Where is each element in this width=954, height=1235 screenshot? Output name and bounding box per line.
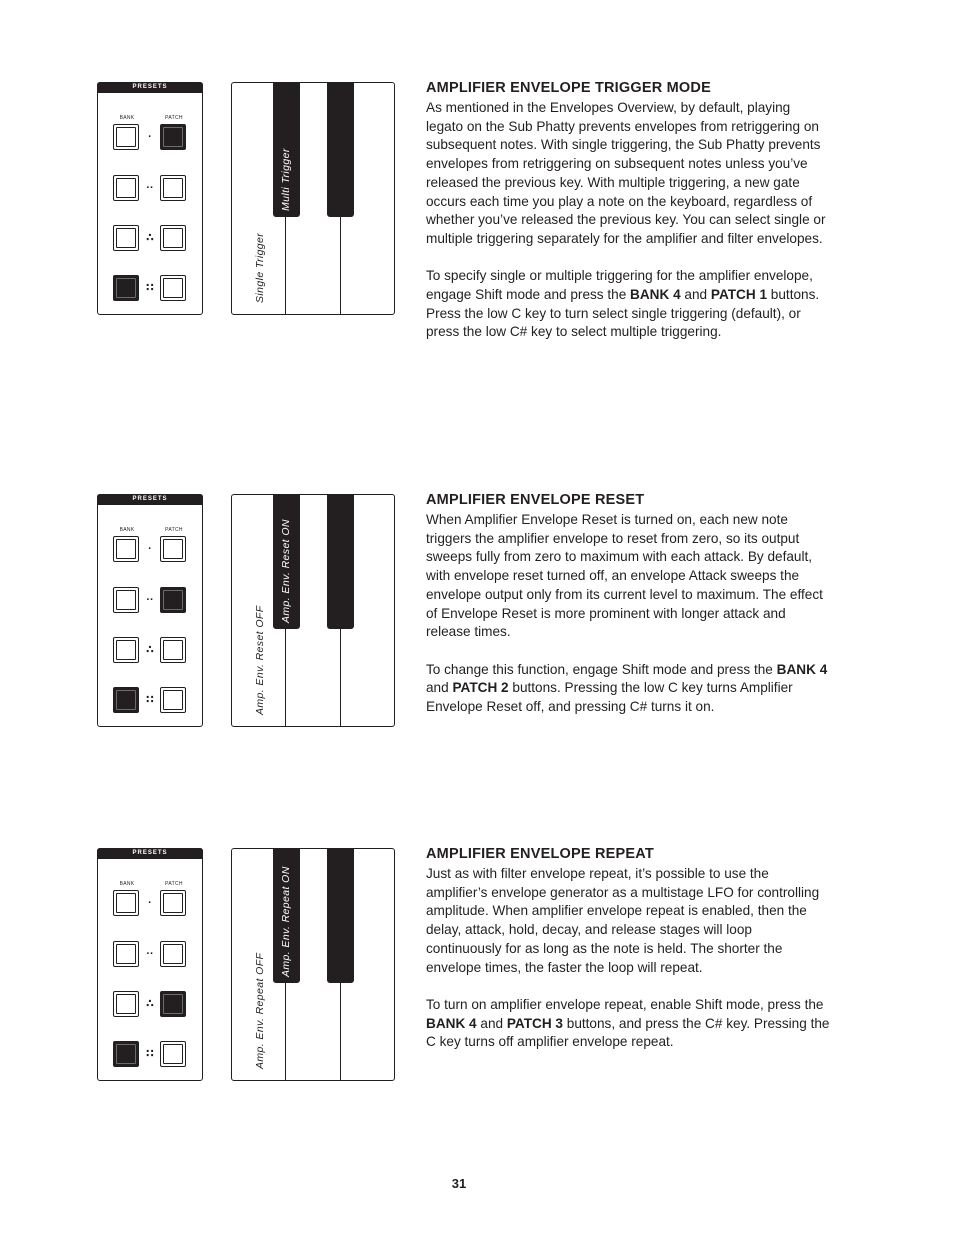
patch-label: PATCH — [165, 527, 183, 533]
bank-1-button[interactable] — [113, 536, 139, 562]
black-key-label: Multi Trigger — [280, 148, 292, 211]
bank-2-button[interactable] — [113, 941, 139, 967]
patch-3-button[interactable] — [160, 225, 186, 251]
d-sharp-key[interactable] — [327, 494, 354, 629]
patch-1-button[interactable] — [160, 124, 186, 150]
section-text — [426, 491, 831, 735]
preset-dots-4: ∷ — [146, 1048, 154, 1060]
section-text — [426, 845, 831, 1071]
patch-1-button[interactable] — [160, 890, 186, 916]
preset-dots-2: ·· — [146, 948, 154, 960]
black-key-label: Amp. Env. Reset ON — [280, 519, 292, 623]
patch-2-button[interactable] — [160, 175, 186, 201]
bank-2-button[interactable] — [113, 587, 139, 613]
keyboard — [231, 494, 395, 727]
presets-panel — [97, 848, 203, 1081]
presets-header: PRESETS — [97, 848, 203, 859]
presets-panel — [97, 494, 203, 727]
bank-1-button[interactable] — [113, 890, 139, 916]
presets-header: PRESETS — [97, 494, 203, 505]
section-text — [426, 79, 831, 361]
patch-2-button[interactable] — [160, 941, 186, 967]
bank-label: BANK — [119, 527, 135, 533]
section-paragraph-2: To specify single or multiple triggering for the amplifier envelope, engage Shift mode and press the BANK 4 and PATCH 1 buttons. Press the low C key to turn select single triggering (default), or press the low C# key to select multiple triggering. — [426, 268, 820, 340]
section-paragraph-1: As mentioned in the Envelopes Overview, by default, playing legato on the Sub Phatty prevents envelopes from retriggering on subsequent notes. With single triggering, the Sub Phatty prevents envelopes from retriggering on subsequent notes unless you’ve released the previous key. With multiple triggering, a new gate occurs each time you play a note on the keyboard, regardless of whether you’ve released the previous key. You can select single or multiple triggering separately for the amplifier and filter envelopes. — [426, 100, 826, 246]
d-sharp-key[interactable] — [327, 848, 354, 983]
patch-3-button[interactable] — [160, 991, 186, 1017]
patch-4-button[interactable] — [160, 1041, 186, 1067]
bank-3-button[interactable] — [113, 637, 139, 663]
section-paragraph-2: To turn on amplifier envelope repeat, enable Shift mode, press the BANK 4 and PATCH 3 buttons, and press the C# key. Pressing the C key turns off amplifier envelope repeat. — [426, 996, 830, 1050]
preset-dots-1: · — [148, 131, 152, 143]
keyboard — [231, 82, 395, 315]
page-number: 31 — [451, 1176, 467, 1191]
section-1 — [0, 82, 954, 412]
bank-2-button[interactable] — [113, 175, 139, 201]
section-heading: AMPLIFIER ENVELOPE REPEAT — [426, 846, 654, 862]
patch-3-button[interactable] — [160, 637, 186, 663]
patch-4-button[interactable] — [160, 275, 186, 301]
keyboard — [231, 848, 395, 1081]
preset-dots-1: · — [148, 543, 152, 555]
bank-3-button[interactable] — [113, 225, 139, 251]
patch-2-button[interactable] — [160, 587, 186, 613]
presets-panel — [97, 82, 203, 315]
preset-dots-4: ∷ — [146, 694, 154, 706]
preset-dots-2: ·· — [146, 594, 154, 606]
patch-label: PATCH — [165, 881, 183, 887]
section-heading: AMPLIFIER ENVELOPE TRIGGER MODE — [426, 80, 711, 96]
white-key-label: Amp. Env. Repeat OFF — [254, 952, 266, 1069]
bank-1-button[interactable] — [113, 124, 139, 150]
section-3 — [0, 848, 954, 1178]
bank-label: BANK — [119, 881, 135, 887]
white-key-label: Amp. Env. Reset OFF — [254, 605, 266, 715]
patch-label: PATCH — [165, 115, 183, 121]
bank-4-button[interactable] — [113, 1041, 139, 1067]
preset-dots-3: ∴ — [146, 644, 154, 656]
preset-dots-1: · — [148, 897, 152, 909]
section-paragraph-1: When Amplifier Envelope Reset is turned on, each new note triggers the amplifier envelope to reset from zero, so its output sweeps fully from zero to maximum with each attack. By default, with envelope reset turned off, an envelope Attack sweeps the envelope output only from its current level to maximum. The effect of Envelope Reset is more prominent with longer attack and release times. — [426, 512, 823, 640]
section-paragraph-1: Just as with filter envelope repeat, it’s possible to use the amplifier’s envelope generator as a multistage LFO for controlling amplitude. When amplifier envelope repeat is enabled, then the delay, attack, hold, decay, and release stages will loop continuously for as long as the note is held. The shorter the envelope times, the faster the loop will repeat. — [426, 866, 820, 975]
preset-dots-3: ∴ — [146, 998, 154, 1010]
section-paragraph-2: To change this function, engage Shift mode and press the BANK 4 and PATCH 2 buttons. Pressing the low C key turns Amplifier Envelope Reset off, and pressing C# turns it on. — [426, 661, 828, 714]
patch-4-button[interactable] — [160, 687, 186, 713]
preset-dots-2: ·· — [146, 182, 154, 194]
preset-dots-4: ∷ — [146, 282, 154, 294]
d-sharp-key[interactable] — [327, 82, 354, 217]
preset-dots-3: ∴ — [146, 232, 154, 244]
presets-header: PRESETS — [97, 82, 203, 93]
bank-label: BANK — [119, 115, 135, 121]
white-key-label: Single Trigger — [254, 232, 266, 303]
patch-1-button[interactable] — [160, 536, 186, 562]
bank-4-button[interactable] — [113, 687, 139, 713]
black-key-label: Amp. Env. Repeat ON — [280, 866, 292, 977]
bank-4-button[interactable] — [113, 275, 139, 301]
section-2 — [0, 494, 954, 824]
bank-3-button[interactable] — [113, 991, 139, 1017]
section-heading: AMPLIFIER ENVELOPE RESET — [426, 492, 645, 508]
